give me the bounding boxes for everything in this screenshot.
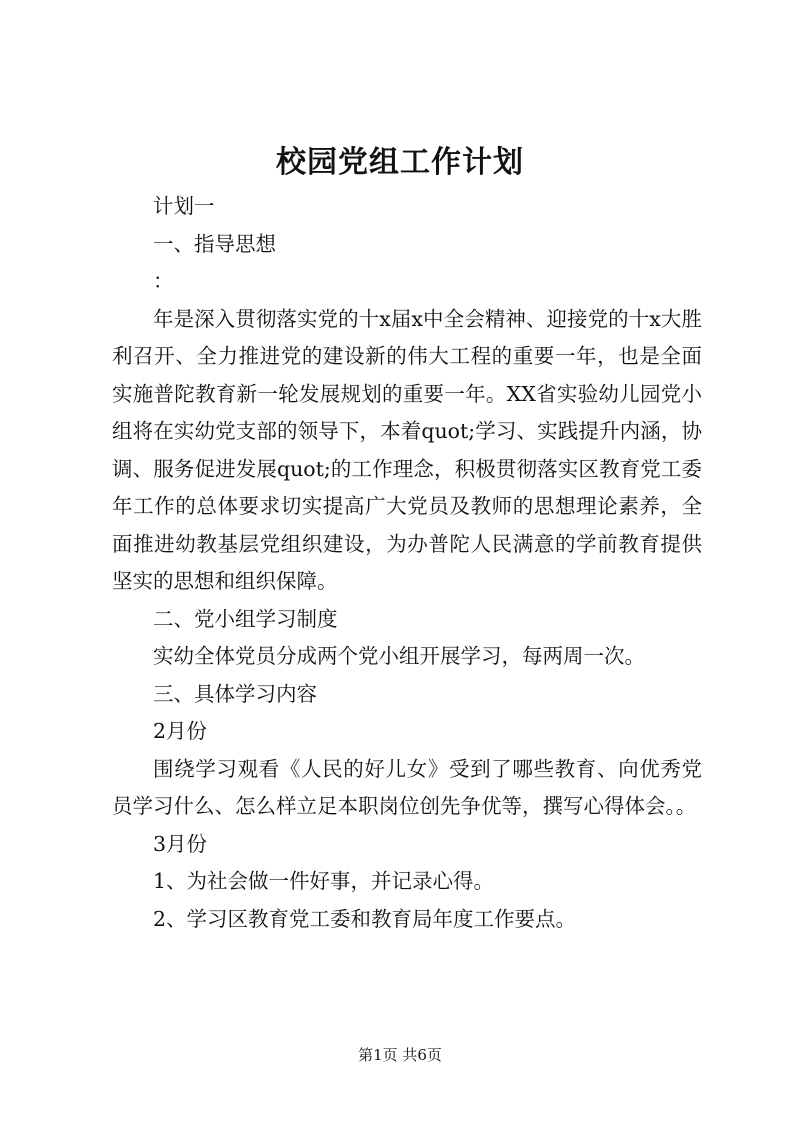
page-footer: 第1页 共6页: [358, 1046, 442, 1064]
month-february-label: 2月份: [153, 719, 208, 743]
heading-study-content: 三、具体学习内容: [153, 681, 317, 706]
month-march-label: 3月份: [153, 831, 208, 856]
document-title: 校园党组工作计划: [276, 145, 524, 180]
guiding-thought-paragraph: 年是深入贯彻落实党的十x届x中全会精神、迎接党的十x大胜利召开、全力推进党的建设新的伟大工程的重要一年，也是全面实施普陀教育新一轮发展规划的重要一年。XX省实验幼儿园党小组将在实幼党支部的领导下，本着quot;学习、实践提升内涵，协调、服务促进发展quot;的工作理念，积极贯彻落实区教育党工委年工作的总体要求切实提高广大党员及教师的思想理论素养，全面推进幼教基层党组织建设，为办普陀人民满意的学前教育提供坚实的思想和组织保障。: [112, 306, 702, 593]
heading-study-system: 二、党小组学习制度: [153, 606, 338, 631]
section-label-plan-one: 计划一: [153, 194, 215, 218]
study-system-paragraph: 实幼全体党员分成两个党小组开展学习，每两周一次。: [153, 644, 645, 668]
march-item-2: 2、学习区教育党工委和教育局年度工作要点。: [153, 906, 577, 931]
february-paragraph: 围绕学习观看《人民的好儿女》受到了哪些教育、向优秀党员学习什么、怎么样立足本职岗位创先争优等，撰写心得体会。。: [112, 756, 702, 818]
heading-guiding-thought: 一、指导思想: [153, 231, 276, 256]
document-body: [112, 188, 702, 938]
march-item-1: 1、为社会做一件好事，并记录心得。: [153, 869, 495, 893]
colon-line: ：: [153, 269, 174, 293]
